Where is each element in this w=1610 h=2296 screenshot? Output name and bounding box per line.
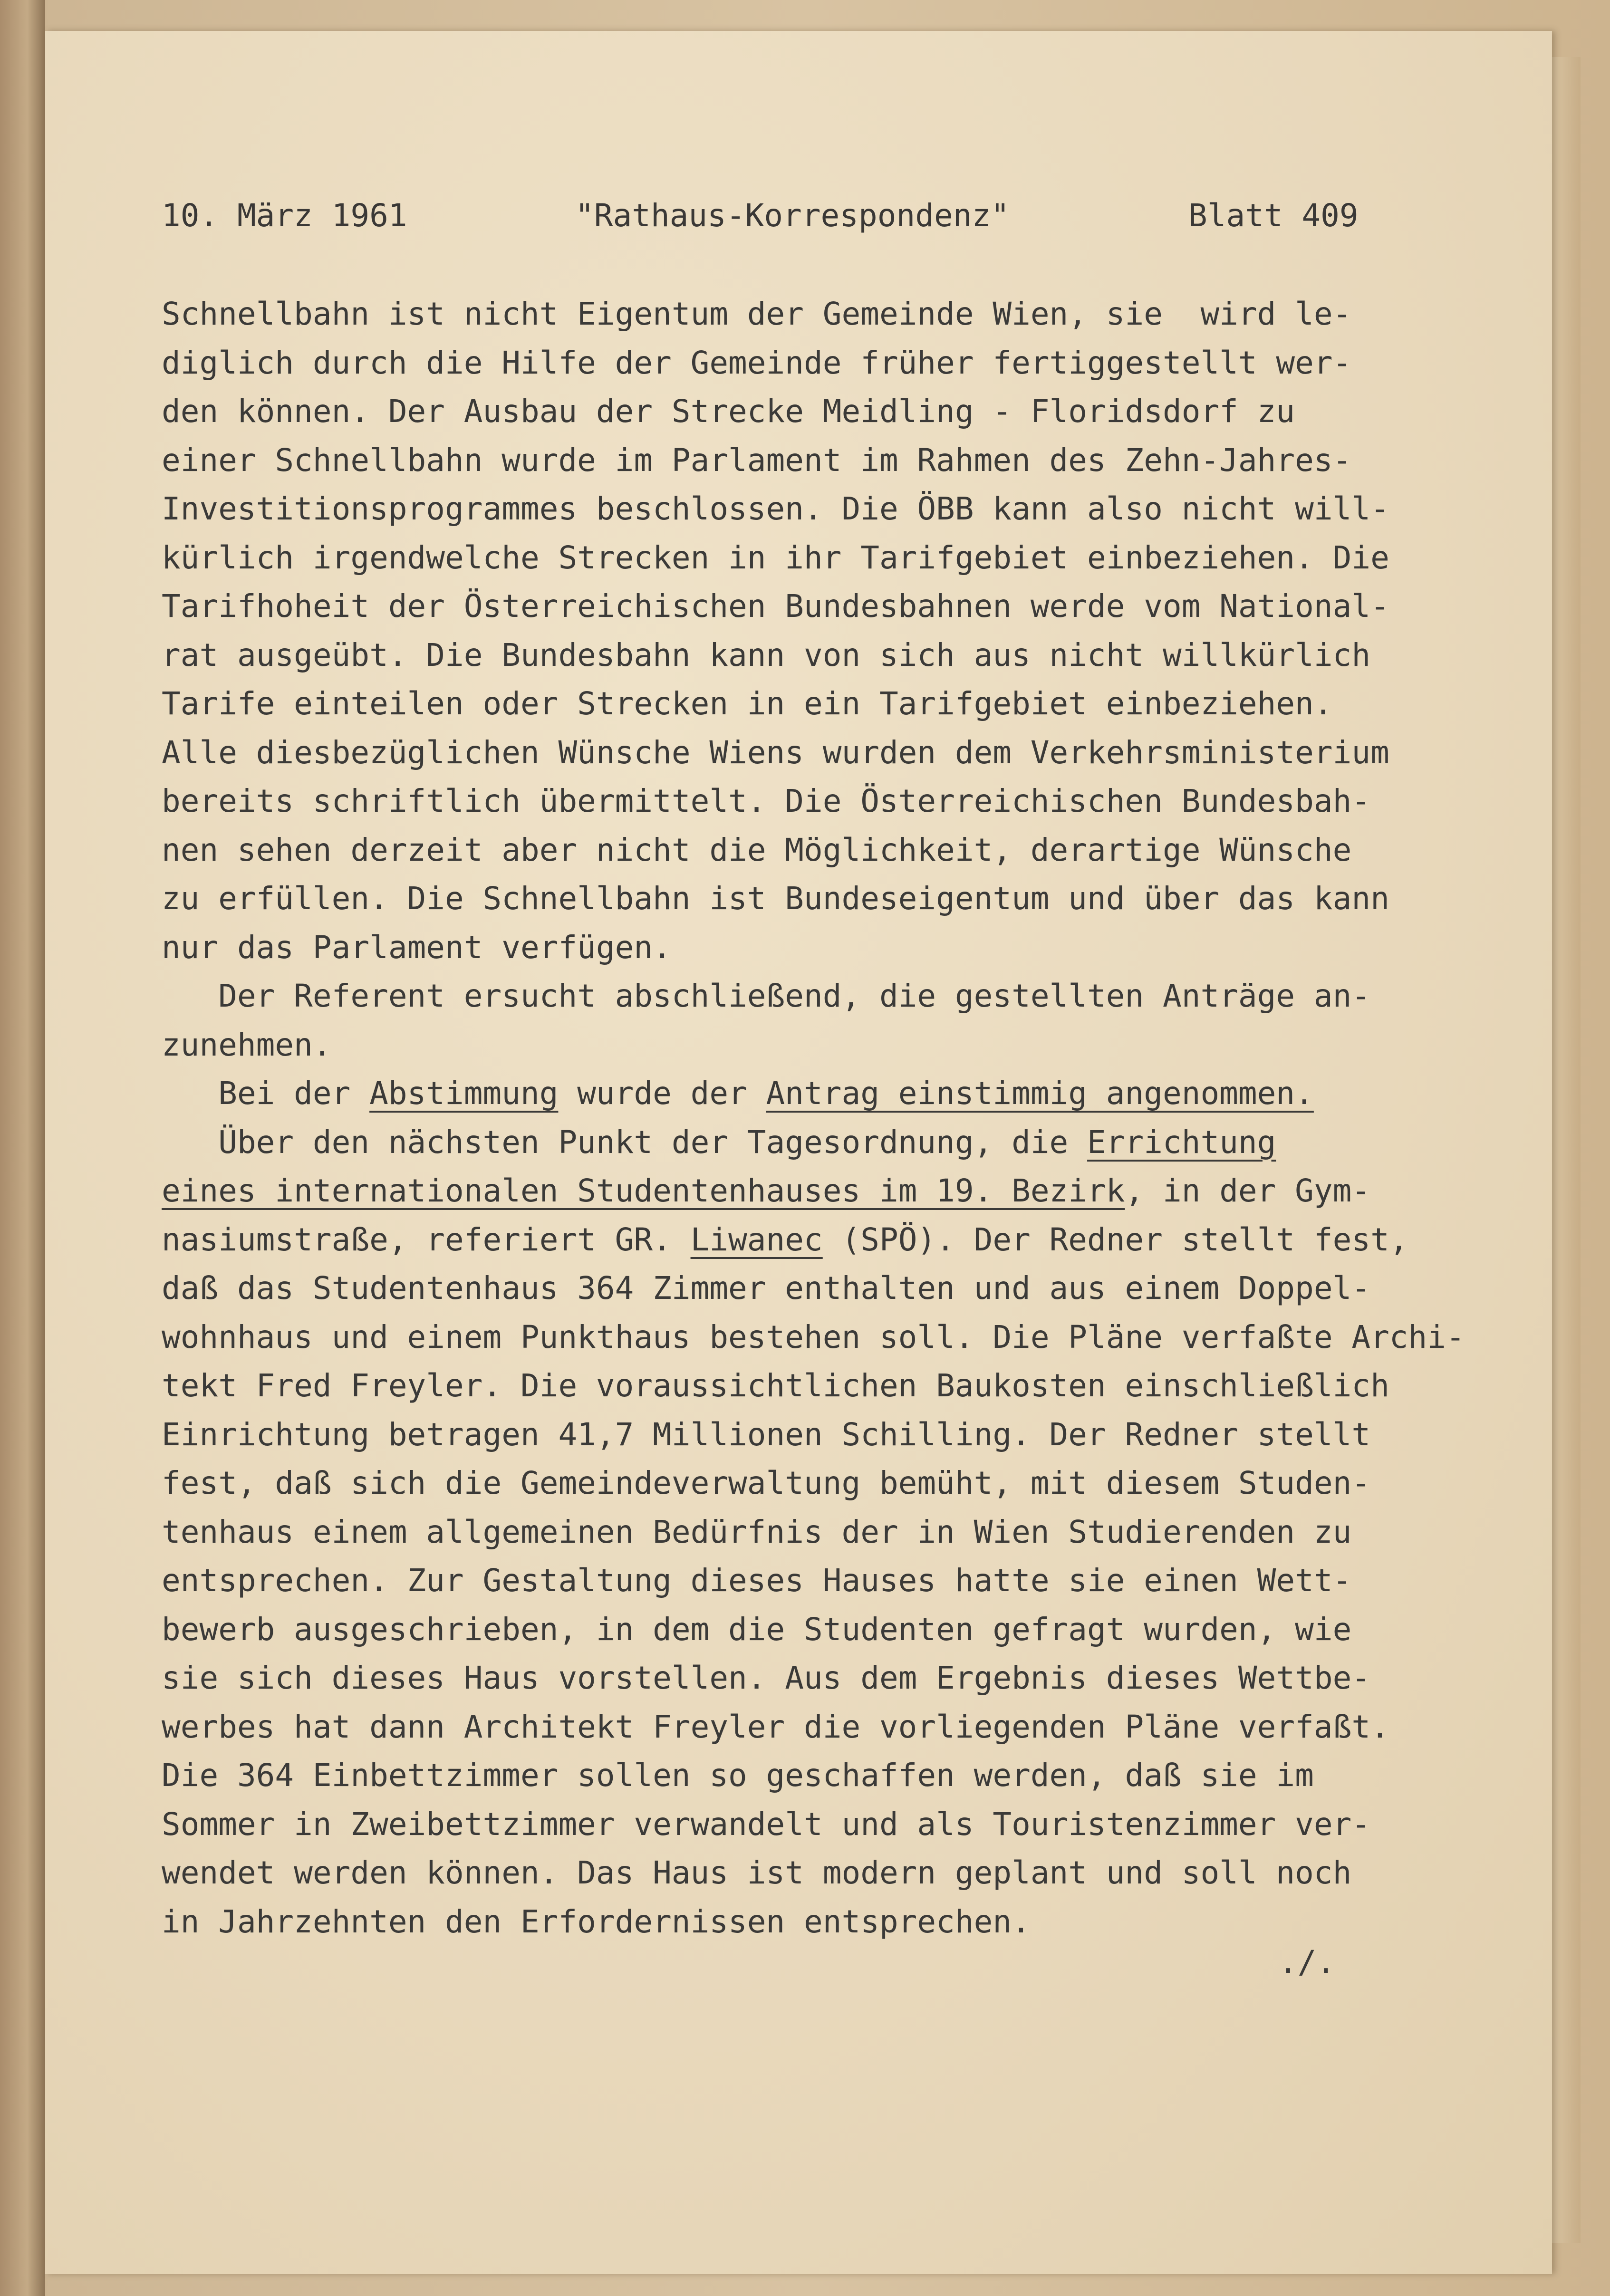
underlined-topic: eines internationalen Studentenhauses im 19. Bezirk	[162, 1172, 1125, 1209]
text-line: Schnellbahn ist nicht Eigentum der Gemeinde Wien, sie wird le-	[162, 296, 1352, 332]
header-page-number: Blatt 409	[1188, 197, 1359, 234]
text-line: Die 364 Einbettzimmer sollen so geschaffen werden, daß sie im	[162, 1757, 1314, 1794]
header-title: "Rathaus-Korrespondenz"	[575, 197, 1010, 234]
text-line: rat ausgeübt. Die Bundesbahn kann von sich aus nicht willkürlich	[162, 636, 1371, 673]
text-line: Einrichtung betragen 41,7 Millionen Schilling. Der Redner stellt	[162, 1416, 1371, 1453]
vote-line	[162, 1069, 1521, 1118]
text-line: Sommer in Zweibettzimmer verwandelt und als Touristenzimmer ver-	[162, 1806, 1371, 1843]
vote-text: wurde der	[558, 1075, 766, 1112]
continuation-mark: ./.	[1279, 1944, 1336, 1980]
text-line: wohnhaus und einem Punkthaus bestehen soll. Die Pläne verfaßte Archi-	[162, 1318, 1465, 1355]
text-line: kürlich irgendwelche Strecken in ihr Tarifgebiet einbeziehen. Die	[162, 539, 1389, 576]
text-line: zunehmen.	[162, 1026, 332, 1063]
topic-line	[162, 1167, 1521, 1216]
text-line: tenhaus einem allgemeinen Bedürfnis der in Wien Studierenden zu	[162, 1513, 1352, 1550]
text-line: zu erfüllen. Die Schnellbahn ist Bundeseigentum und über das kann	[162, 880, 1389, 917]
text-line: tekt Fred Freyler. Die voraussichtlichen Baukosten einschließlich	[162, 1367, 1389, 1404]
text-line: Tarife einteilen oder Strecken in ein Tarifgebiet einbeziehen.	[162, 685, 1333, 722]
text-line: bereits schriftlich übermittelt. Die Österreichischen Bundesbah-	[162, 783, 1371, 819]
topic-text: nasiumstraße, referiert GR.	[162, 1221, 691, 1258]
text-line: den können. Der Ausbau der Strecke Meidling - Floridsdorf zu	[162, 393, 1295, 430]
text-line: daß das Studentenhaus 364 Zimmer enthalten und aus einem Doppel-	[162, 1270, 1371, 1307]
header-date: 10. März 1961	[162, 197, 407, 234]
body-text	[162, 290, 1521, 1946]
text-line: Tarifhoheit der Österreichischen Bundesbahnen werde vom National-	[162, 588, 1389, 624]
topic-text: Über den nächsten Punkt der Tagesordnung, die	[162, 1124, 1088, 1161]
text-line: werbes hat dann Architekt Freyler die vorliegenden Pläne verfaßt.	[162, 1708, 1389, 1745]
text-line: nen sehen derzeit aber nicht die Möglichkeit, derartige Wünsche	[162, 831, 1352, 868]
text-line: in Jahrzehnten den Erfordernissen entsprechen.	[162, 1903, 1031, 1940]
text-line: Investitionsprogrammes beschlossen. Die ÖBB kann also nicht will-	[162, 490, 1389, 527]
vote-text: Bei der	[162, 1075, 370, 1112]
page-header	[162, 197, 1379, 245]
underlined-speaker: Liwanec	[690, 1221, 823, 1258]
text-line: wendet werden können. Das Haus ist modern geplant und soll noch	[162, 1854, 1352, 1891]
text-line: Der Referent ersucht abschließend, die gestellten Anträge an-	[162, 978, 1371, 1014]
page-stack-edge	[1552, 57, 1581, 2243]
underlined-abstimmung: Abstimmung	[369, 1075, 559, 1112]
topic-text: , in der Gym-	[1125, 1172, 1371, 1209]
text-line: diglich durch die Hilfe der Gemeinde früher fertiggestellt wer-	[162, 344, 1352, 381]
topic-text: (SPÖ). Der Redner stellt fest,	[822, 1221, 1408, 1258]
text-line: Alle diesbezüglichen Wünsche Wiens wurden dem Verkehrsministerium	[162, 734, 1389, 771]
underlined-result: Antrag einstimmig angenommen.	[766, 1075, 1314, 1112]
underlined-topic: Errichtung	[1087, 1124, 1276, 1161]
text-line: sie sich dieses Haus vorstellen. Aus dem Ergebnis dieses Wettbe-	[162, 1660, 1371, 1696]
text-line: entsprechen. Zur Gestaltung dieses Hauses hatte sie einen Wett-	[162, 1562, 1352, 1599]
text-line: fest, daß sich die Gemeindeverwaltung bemüht, mit diesem Studen-	[162, 1465, 1371, 1501]
text-line: nur das Parlament verfügen.	[162, 929, 672, 966]
adjacent-page-edge	[0, 0, 45, 2296]
text-line: einer Schnellbahn wurde im Parlament im Rahmen des Zehn-Jahres-	[162, 442, 1352, 479]
topic-line	[162, 1216, 1521, 1265]
text-line: bewerb ausgeschrieben, in dem die Studenten gefragt wurden, wie	[162, 1611, 1352, 1648]
topic-line	[162, 1118, 1521, 1167]
